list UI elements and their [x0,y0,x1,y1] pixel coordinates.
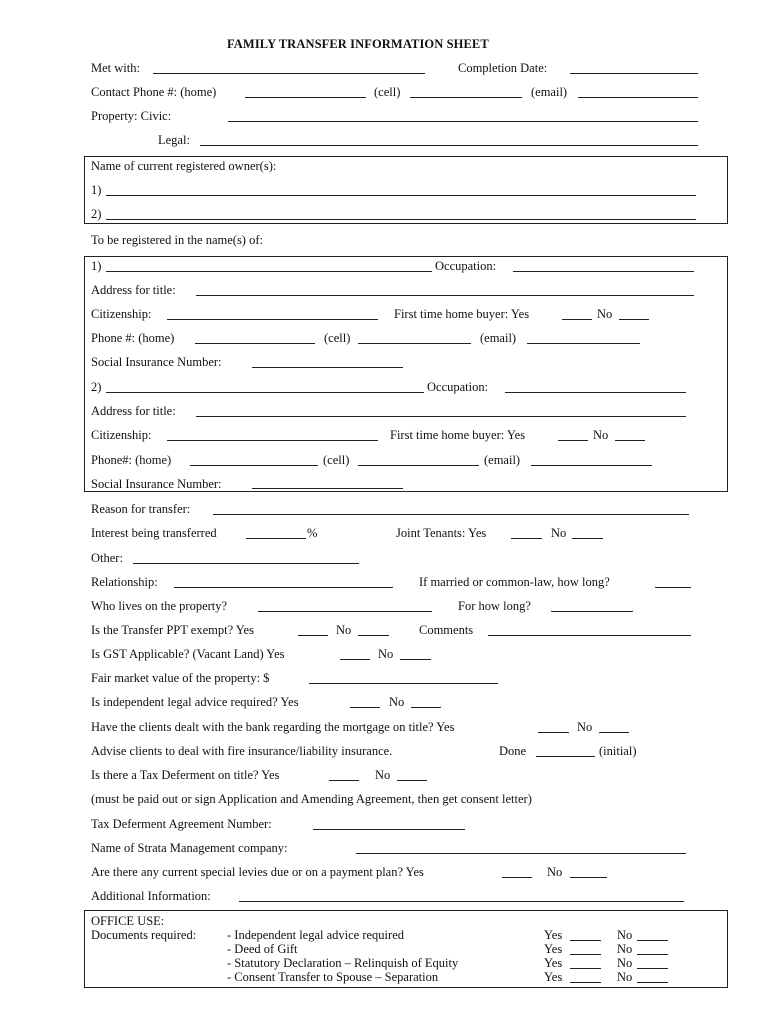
met-with-label: Met with: [91,61,140,75]
levies-yes-line[interactable] [502,877,532,878]
comments-label: Comments [419,623,474,637]
property-legal-label: Legal: [158,133,190,147]
registrant-2-occupation-label: Occupation: [427,380,489,394]
reason-label: Reason for transfer: [91,502,191,516]
office-item-statutory-declaration-yes-line[interactable] [570,968,601,969]
office-item-consent-transfer-yes-line[interactable] [570,982,601,983]
joint-tenants-yes-line[interactable] [511,538,542,539]
ptt-exempt-no-line[interactable] [358,635,389,636]
legal-advice-no-label: No [389,695,405,709]
office-item-statutory-declaration-no-line[interactable] [637,968,668,969]
registrant-2-email-label: (email) [484,453,521,467]
tax-deferment-label: Is there a Tax Deferment on title? Yes [91,768,280,782]
property-civic-label: Property: Civic: [91,109,172,123]
levies-no-label: No [547,865,563,879]
registrant-1-email-line[interactable] [527,343,640,344]
office-item-consent-transfer: - Consent Transfer to Spouse – Separation [227,970,439,984]
tax-deferment-no-line[interactable] [397,780,427,781]
levies-label: Are there any current special levies due or on a payment plan? Yes [91,865,424,879]
owner-1-label: 1) [91,183,102,197]
registrant-2-home-line[interactable] [190,465,318,466]
registrant-1-sin-label: Social Insurance Number: [91,355,222,369]
contact-home-line[interactable] [245,97,366,98]
bank-label: Have the clients dealt with the bank regarding the mortgage on title? Yes [91,720,455,734]
registered-label: To be registered in the name(s) of: [91,233,263,247]
office-item-deed-of-gift-no: No [617,942,633,956]
registrant-2-sin-line[interactable] [252,488,403,489]
registrant-1-home-line[interactable] [195,343,315,344]
registrant-1-citizenship-label: Citizenship: [91,307,152,321]
registrant-2-address-label: Address for title: [91,404,176,418]
registrant-1-label: 1) [91,259,102,273]
levies-no-line[interactable] [570,877,607,878]
gst-label: Is GST Applicable? (Vacant Land) Yes [91,647,285,661]
registrant-2-email-line[interactable] [531,465,652,466]
married-label: If married or common-law, how long? [419,575,610,589]
legal-advice-yes-line[interactable] [350,707,380,708]
ptt-exempt-no-label: No [336,623,352,637]
registrant-2-first-time-no-line[interactable] [615,440,645,441]
contact-phone-label: Contact Phone #: (home) [91,85,217,99]
other-label: Other: [91,551,123,565]
fair-market-line[interactable] [309,683,498,684]
registrants-box [84,256,728,492]
strata-line[interactable] [356,853,686,854]
registrant-1-sin-line[interactable] [252,367,403,368]
registrant-2-address-line[interactable] [196,416,686,417]
legal-advice-no-line[interactable] [411,707,441,708]
office-item-legal-advice-yes-line[interactable] [570,940,601,941]
ptt-exempt-yes-line[interactable] [298,635,328,636]
joint-tenants-label: Joint Tenants: Yes [396,526,487,540]
registrant-1-email-label: (email) [480,331,517,345]
registrant-1-address-line[interactable] [196,295,694,296]
gst-no-line[interactable] [400,659,431,660]
office-item-deed-of-gift-yes: Yes [544,942,563,956]
registrant-1-first-time-no-label: No [597,307,613,321]
registrant-1-cell-label: (cell) [324,331,351,345]
married-line[interactable] [655,587,691,588]
how-long-line[interactable] [551,611,633,612]
initial-label: (initial) [599,744,637,758]
reason-line[interactable] [213,514,689,515]
registrant-2-name-line[interactable] [106,392,424,393]
fair-market-label: Fair market value of the property: $ [91,671,270,685]
ptt-exempt-label: Is the Transfer PPT exempt? Yes [91,623,254,637]
done-line[interactable] [536,756,595,757]
bank-no-line[interactable] [599,732,629,733]
office-item-legal-advice-yes: Yes [544,928,563,942]
registrant-2-first-time-label: First time home buyer: Yes [390,428,526,442]
legal-advice-label: Is independent legal advice required? Yes [91,695,299,709]
met-with-line[interactable] [153,73,425,74]
tax-deferment-number-line[interactable] [313,829,465,830]
registrant-2-citizenship-line[interactable] [167,440,378,441]
registrant-1-first-time-yes-line[interactable] [562,319,592,320]
registrant-1-citizenship-line[interactable] [167,319,378,320]
documents-required-label: Documents required: [91,928,197,942]
contact-cell-label: (cell) [374,85,401,99]
owner-2-line[interactable] [106,219,696,220]
contact-cell-line[interactable] [410,97,522,98]
must-be-paid-note: (must be paid out or sign Application and Amending Agreement, then get consent letter) [91,792,532,806]
owner-1-line[interactable] [106,195,696,196]
registrant-1-first-time-no-line[interactable] [619,319,649,320]
property-civic-line[interactable] [228,121,698,122]
registrant-2-label: 2) [91,380,102,394]
how-long-label: For how long? [458,599,531,613]
registrant-2-sin-label: Social Insurance Number: [91,477,222,491]
office-use-heading: OFFICE USE: [91,914,165,928]
joint-tenants-no-line[interactable] [572,538,603,539]
registrant-1-cell-line[interactable] [358,343,471,344]
page-title: FAMILY TRANSFER INFORMATION SHEET [227,37,489,51]
registrant-2-citizenship-label: Citizenship: [91,428,152,442]
strata-label: Name of Strata Management company: [91,841,288,855]
interest-percent: % [307,526,318,540]
interest-line[interactable] [246,538,306,539]
additional-info-label: Additional Information: [91,889,211,903]
registrant-2-first-time-yes-line[interactable] [558,440,588,441]
tax-deferment-number-label: Tax Deferment Agreement Number: [91,817,272,831]
contact-email-line[interactable] [578,97,698,98]
interest-label: Interest being transferred [91,526,217,540]
registrant-2-first-time-no-label: No [593,428,609,442]
registrant-1-occupation-label: Occupation: [435,259,497,273]
gst-yes-line[interactable] [340,659,370,660]
tax-deferment-no-label: No [375,768,391,782]
joint-tenants-no-label: No [551,526,567,540]
office-item-consent-transfer-no-line[interactable] [637,982,668,983]
completion-date-label: Completion Date: [458,61,548,75]
registrant-2-occupation-line[interactable] [505,392,686,393]
completion-date-line[interactable] [570,73,698,74]
relationship-label: Relationship: [91,575,158,589]
office-item-deed-of-gift: - Deed of Gift [227,942,298,956]
registrant-2-cell-label: (cell) [323,453,350,467]
tax-deferment-yes-line[interactable] [329,780,359,781]
registrant-1-phone-label: Phone #: (home) [91,331,175,345]
who-lives-line[interactable] [258,611,432,612]
additional-info-line[interactable] [239,901,684,902]
done-label: Done [499,744,527,758]
office-item-statutory-declaration-yes: Yes [544,956,563,970]
office-item-legal-advice-no-line[interactable] [637,940,668,941]
bank-yes-line[interactable] [538,732,569,733]
registrant-1-first-time-label: First time home buyer: Yes [394,307,530,321]
owner-2-label: 2) [91,207,102,221]
current-owners-label: Name of current registered owner(s): [91,159,277,173]
registrant-1-address-label: Address for title: [91,283,176,297]
bank-no-label: No [577,720,593,734]
office-item-deed-of-gift-yes-line[interactable] [570,954,601,955]
registrant-1-occupation-line[interactable] [513,271,694,272]
registrant-2-phone-label: Phone#: (home) [91,453,172,467]
who-lives-label: Who lives on the property? [91,599,228,613]
office-item-consent-transfer-yes: Yes [544,970,563,984]
property-legal-line[interactable] [200,145,698,146]
office-item-statutory-declaration: - Statutory Declaration – Relinquish of Equity [227,956,459,970]
office-item-statutory-declaration-no: No [617,956,633,970]
other-line[interactable] [133,563,359,564]
office-item-legal-advice-no: No [617,928,633,942]
fire-insurance-label: Advise clients to deal with fire insurance/liability insurance. [91,744,393,758]
registrant-1-name-line[interactable] [106,271,432,272]
office-item-legal-advice: - Independent legal advice required [227,928,404,942]
registrant-2-cell-line[interactable] [358,465,479,466]
office-item-consent-transfer-no: No [617,970,633,984]
contact-email-label: (email) [531,85,568,99]
office-item-deed-of-gift-no-line[interactable] [637,954,668,955]
gst-no-label: No [378,647,394,661]
relationship-line[interactable] [174,587,393,588]
comments-line[interactable] [488,635,691,636]
